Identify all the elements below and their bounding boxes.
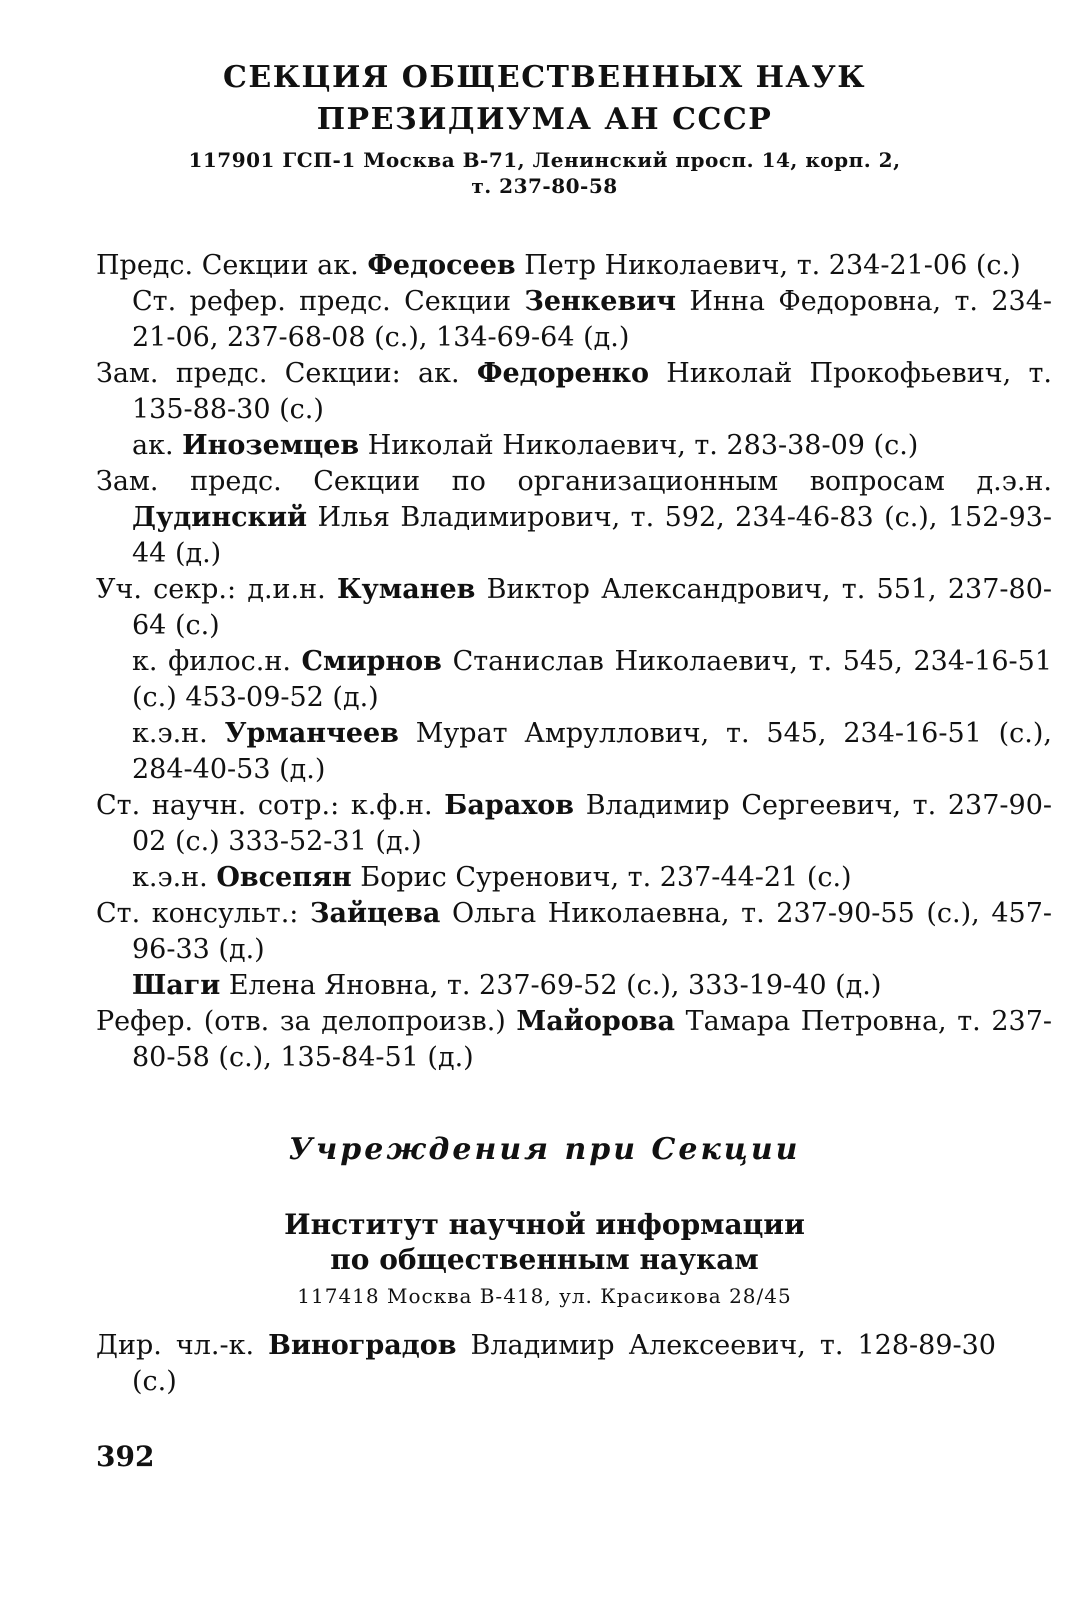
staff-entry: Дир. чл.-к. Виноградов Владимир Алексеевич, т. 128-89-30 (с.) bbox=[96, 1330, 996, 1397]
address-line2: т. 237-80-58 bbox=[471, 174, 618, 198]
staff-entry: Ст. научн. сотр.: к.ф.н. Барахов Владимир Сергеевич, т. 237-90-02 (с.) 333-52-31 (д.) bbox=[96, 790, 1052, 857]
staff-entry: к.э.н. Овсепян Борис Суренович, т. 237-44-21 (с.) bbox=[132, 862, 852, 893]
institute-director bbox=[96, 1328, 996, 1400]
page-number: 392 bbox=[96, 1440, 155, 1473]
staff-list bbox=[96, 248, 1052, 1076]
staff-entry: Шаги Елена Яновна, т. 237-69-52 (с.), 333-19-40 (д.) bbox=[132, 970, 882, 1001]
page-title-line2: ПРЕЗИДИУМА АН СССР bbox=[316, 102, 773, 137]
staff-entry: Предс. Секции ак. Федосеев Петр Николаевич, т. 234-21-06 (с.) bbox=[96, 250, 1021, 281]
address-line1: 117901 ГСП-1 Москва В-71, Ленинский просп. 14, корп. 2, bbox=[188, 148, 901, 172]
staff-entry: ак. Иноземцев Николай Николаевич, т. 283-38-09 (с.) bbox=[132, 430, 919, 461]
staff-entry: Зам. предс. Секции: ак. Федоренко Николай Прокофьевич, т. 135-88-30 (с.) bbox=[96, 358, 1053, 425]
staff-entry: Зам. предс. Секции по организационным вопросам д.э.н. Дудинский Илья Владимирович, т. 592, 234-46-83 (с.), 152-93-44 (д.) bbox=[96, 466, 1052, 569]
staff-entry: Уч. секр.: д.и.н. Куманев Виктор Александрович, т. 551, 237-80-64 (с.) bbox=[96, 574, 1052, 641]
institute-address: 117418 Москва В-418, ул. Красикова 28/45 bbox=[297, 1284, 792, 1308]
institute-title-line1: Институт научной информации bbox=[284, 1208, 805, 1241]
staff-entry: Ст. рефер. предс. Секции Зенкевич Инна Федоровна, т. 234-21-06, 237-68-08 (с.), 134-69-64 (д.) bbox=[132, 286, 1053, 353]
staff-entry: к.э.н. Урманчеев Мурат Амруллович, т. 545, 234-16-51 (с.), 284-40-53 (д.) bbox=[132, 718, 1052, 785]
section-heading: Учреждения при Секции bbox=[288, 1132, 801, 1167]
staff-entry: Рефер. (отв. за делопроизв.) Майорова Тамара Петровна, т. 237-80-58 (с.), 135-84-51 (д.) bbox=[96, 1006, 1052, 1073]
page-title-line1: СЕКЦИЯ ОБЩЕСТВЕННЫХ НАУК bbox=[223, 60, 866, 95]
staff-entry: к. филос.н. Смирнов Станислав Николаевич, т. 545, 234-16-51 (с.) 453-09-52 (д.) bbox=[132, 646, 1052, 713]
staff-entry: Ст. консульт.: Зайцева Ольга Николаевна, т. 237-90-55 (с.), 457-96-33 (д.) bbox=[96, 898, 1052, 965]
institute-title-line2: по общественным наукам bbox=[330, 1243, 759, 1276]
